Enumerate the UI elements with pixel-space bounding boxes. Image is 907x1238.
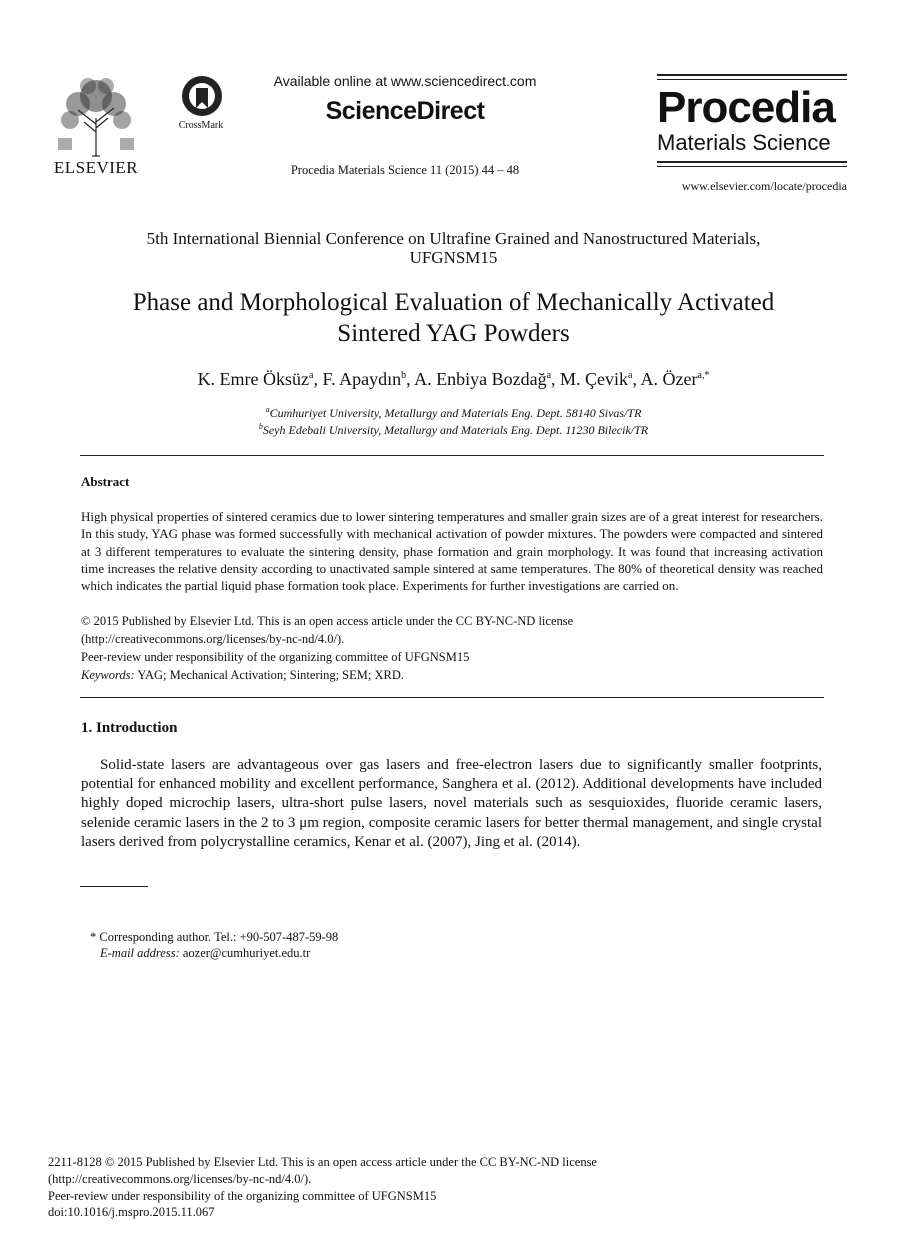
author: A. Enbiya Bozdağ [414,369,547,389]
author-separator: , [632,369,641,389]
paper-title [60,287,847,349]
intro-heading: 1. Introduction [81,720,178,736]
author-affil-mark: a [628,370,633,381]
corresponding-author: * Corresponding author. Tel.: +90-507-487-59-98 [90,930,339,944]
author-separator: , [406,369,415,389]
footnote-rule [80,886,148,887]
email-line [100,946,310,961]
affiliation-a [60,405,847,421]
keywords [81,668,404,683]
email-address[interactable]: aozer@cumhuriyet.edu.tr [179,946,311,960]
author-affil-mark: b [401,370,407,381]
procedia-name: Procedia [657,83,835,132]
author: F. Apaydın [322,369,402,389]
bottom-license-link[interactable]: (http://creativecommons.org/licenses/by-nc-nd/4.0/). [48,1172,312,1186]
conference-name [60,229,847,267]
keywords-list: YAG; Mechanical Activation; Sintering; SEM; XRD. [134,668,405,682]
author-separator: , [551,369,561,389]
author-separator: , [313,369,323,389]
procedia-top-rule [657,74,847,76]
abstract-peer-review: Peer-review under responsibility of the organizing committee of UFGNSM15 [81,650,470,664]
author-list [60,369,847,390]
author: M. Çevik [560,369,629,389]
elsevier-wordmark: ELSEVIER [53,158,139,177]
affiliation-b [60,422,847,438]
journal-reference: Procedia Materials Science 11 (2015) 44 – 48 [290,163,520,177]
procedia-subtitle: Materials Science [657,130,831,155]
affiliation-mark: a [265,405,270,414]
author-affil-mark: a [309,370,314,381]
issn-copyright: 2211-8128 © 2015 Published by Elsevier Ltd. This is an open access article under the CC BY-NC-ND license [48,1155,597,1169]
abstract-license-link[interactable]: (http://creativecommons.org/licenses/by-nc-nd/4.0/). [81,632,345,646]
procedia-url[interactable]: www.elsevier.com/locate/procedia [681,179,847,193]
abstract-heading: Abstract [81,474,130,489]
conference-line-1: 5th International Biennial Conference on Ultrafine Grained and Nanostructured Materials, [146,229,761,248]
crossmark-label: CrossMark [178,120,224,131]
divider [80,697,824,698]
abstract-body: High physical properties of sintered ceramics due to lower sintering temperatures and smaller grain sizes are of a great interest for researchers. In this study, YAG phase was formed successfully with mechanical activation of powder mixtures. The powders were compacted and sintered at 3 different temperatures to evaluate the sintering density, phase formation and grain morphology. It was found that increasing activation time increases the relative density according to unactivated sample sintered at same temperatures. The 80% of theoretical density was reached which indicates the partial liquid phase formation took place. Experiments for further investigations are carried on. [81,509,823,594]
conference-line-2: UFGNSM15 [409,248,498,267]
title-line-2: Sintered YAG Powders [337,320,570,347]
author-affil-mark: a [546,370,552,381]
affiliation-mark: b [258,422,263,431]
keywords-label: Keywords: [81,668,135,682]
procedia-bottom-rule [657,161,847,163]
author: K. Emre Öksüz [197,369,310,389]
doi[interactable]: doi:10.1016/j.mspro.2015.11.067 [48,1205,215,1219]
email-label: E-mail address: [100,946,180,960]
author: A. Özer [640,369,698,389]
available-online-text: Available online at www.sciencedirect.com [273,73,537,89]
author-affil-mark: a,* [697,370,710,381]
intro-body: Solid-state lasers are advantageous over gas lasers and free-electron lasers due to significantly smaller footprints, potential for enhanced mobility and excellent performance, Sanghera et al. (2012). Additional developments have included highly doped microchip lasers, ultra-short pulse lasers, novel materials such as sesquioxides, fluoride ceramic lasers, selenide ceramic lasers in the 2 to 3 μm region, composite ceramic lasers for better thermal management, and single crystal lasers derived from polycrystalline ceramics, Kenar et al. (2007), Jing et al. (2014). [81,757,822,850]
bottom-peer-review: Peer-review under responsibility of the organizing committee of UFGNSM15 [48,1189,437,1203]
divider [80,455,824,456]
sciencedirect-wordmark[interactable]: ScienceDirect [325,97,485,125]
procedia-top-rule-thin [657,79,847,80]
affiliation-text: Cumhuriyet University, Metallurgy and Materials Eng. Dept. 58140 Sivas/TR [269,406,642,420]
title-line-1: Phase and Morphological Evaluation of Mechanically Activated [132,289,775,316]
affiliation-text: Seyh Edebali University, Metallurgy and Materials Eng. Dept. 11230 Bilecik/TR [262,423,649,437]
procedia-journal-logo [657,74,847,170]
abstract-copyright: © 2015 Published by Elsevier Ltd. This is an open access article under the CC BY-NC-ND license [81,614,574,628]
procedia-bottom-rule-thin [657,166,847,167]
